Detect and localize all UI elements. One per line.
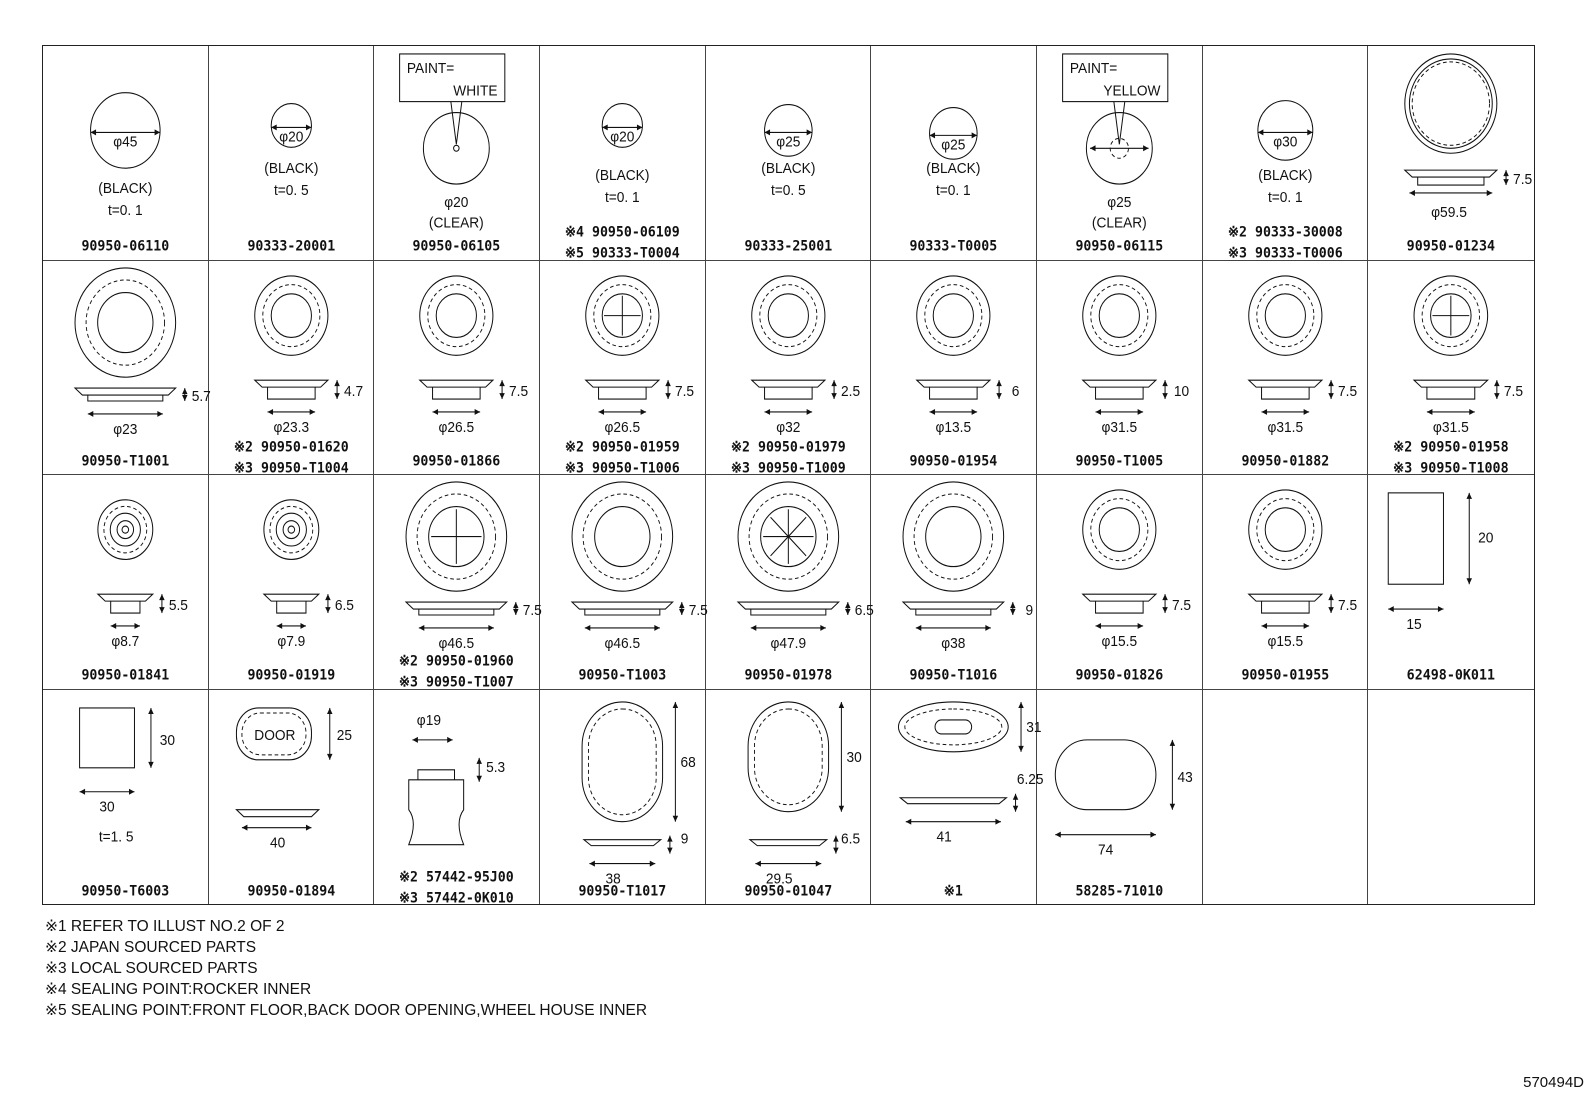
part-cell: [871, 261, 1037, 476]
height-dimension: 6.5: [854, 602, 874, 620]
outline: [572, 482, 673, 591]
body-profile: [433, 387, 481, 399]
body-profile: [1261, 601, 1309, 613]
body-profile: [1418, 177, 1484, 185]
part-drawing: [1203, 46, 1368, 260]
outline: [1405, 54, 1497, 153]
part-cell: [1368, 261, 1534, 476]
height-dimension: 10: [1173, 383, 1190, 400]
height-dimension: 6: [1012, 383, 1020, 400]
height-dimension: 25: [336, 726, 352, 744]
flange-profile: [901, 797, 1007, 803]
height-dimension: 6.5: [840, 830, 860, 848]
outline: [751, 275, 824, 354]
outline: [454, 145, 459, 151]
part-number: 90950-T1005: [1075, 452, 1164, 470]
width-dimension: 29.5: [765, 870, 793, 888]
part-number: ※2 90950-01958: [1393, 438, 1509, 456]
part-cell: [43, 46, 209, 261]
part-cell: [1037, 46, 1203, 261]
diameter-dimension: φ46.5: [604, 635, 641, 652]
part-number: ※2 90950-01959: [564, 438, 680, 456]
height-dimension: 68: [680, 753, 696, 771]
outline: [276, 513, 306, 546]
diameter-dimension: φ20: [278, 128, 304, 146]
footnote-2: ※2 JAPAN SOURCED PARTS: [45, 939, 257, 956]
body-profile: [585, 609, 660, 615]
outline: [1083, 490, 1156, 569]
diameter-dimension: φ32: [775, 418, 801, 436]
part-drawing: [43, 690, 208, 905]
body-profile: [930, 387, 978, 399]
part-drawing: [1368, 690, 1534, 905]
height-dimension: 7.5: [1171, 597, 1192, 615]
body-profile: [1261, 387, 1309, 399]
part-cell: [706, 690, 872, 905]
color-text: (BLACK): [263, 160, 319, 178]
height-dimension: 43: [1177, 768, 1193, 786]
oval-hole: [935, 719, 972, 733]
outline: [1413, 62, 1490, 145]
part-number: ※5 90333-T0004: [564, 245, 680, 262]
part-number: ※3 90950-T1009: [730, 459, 846, 477]
body-profile: [1096, 387, 1144, 399]
footnote-5: ※5 SEALING POINT:FRONT FLOOR,BACK DOOR OPENING,WHEEL HOUSE INNER: [45, 1002, 648, 1019]
diameter-dimension: φ31.5: [1267, 418, 1303, 436]
part-drawing: [1037, 475, 1202, 689]
part-cell: [209, 261, 375, 476]
part-cell: [871, 46, 1037, 261]
flange-profile: [738, 602, 839, 609]
diameter-dimension: φ45: [113, 133, 138, 151]
part-drawing: [1368, 261, 1534, 475]
part-cell: [1203, 690, 1369, 905]
dimension-line: [788, 517, 806, 536]
flange-profile: [584, 839, 661, 845]
part-number: 90950-T1001: [81, 452, 170, 470]
flange-profile: [75, 388, 176, 395]
flange-profile: [586, 380, 659, 387]
outline: [1265, 293, 1305, 337]
outline: [1258, 101, 1313, 161]
body-profile: [1096, 601, 1144, 613]
diameter-dimension: φ15.5: [1267, 633, 1303, 650]
part-number: 90950-01841: [81, 667, 170, 684]
part-number: 90333-20001: [247, 238, 335, 255]
outline: [283, 521, 299, 539]
part-cell: [540, 690, 706, 905]
height-dimension: 9: [1025, 602, 1034, 620]
part-cell: [540, 46, 706, 261]
outline: [122, 526, 129, 533]
outline: [264, 500, 319, 560]
part-drawing: [374, 475, 543, 691]
flange-profile: [264, 594, 319, 601]
part-number: 90950-06110: [81, 238, 170, 255]
part-cell: [209, 690, 375, 905]
part-cell: [871, 475, 1037, 690]
oval-inner: [905, 708, 1002, 744]
outline: [934, 293, 974, 337]
thickness-text: t=1. 5: [98, 828, 134, 846]
part-cell: [209, 46, 375, 261]
door-text: DOOR: [253, 726, 296, 744]
part-cell: [1037, 475, 1203, 690]
height-dimension: 9: [680, 830, 689, 848]
dimension-line: [770, 537, 788, 556]
diameter-dimension: φ59.5: [1431, 204, 1468, 221]
part-number: 90950-T1003: [578, 667, 667, 684]
part-number: 90950-01978: [744, 667, 832, 684]
height-dimension: 30: [846, 748, 862, 766]
flange-profile: [1083, 594, 1156, 601]
leader-line: [451, 102, 462, 145]
part-number: ※3 57442-0K010: [399, 889, 515, 907]
body-profile: [419, 609, 494, 615]
height-dimension: 6.5: [334, 597, 354, 615]
part-cell: [1368, 46, 1534, 261]
diameter-dimension: φ46.5: [438, 635, 475, 652]
height-dimension: 2.5: [840, 383, 860, 400]
part-cell: [1368, 690, 1534, 905]
diameter-dimension: φ25: [941, 136, 966, 154]
part-cell: [1037, 690, 1203, 905]
outline: [271, 293, 311, 337]
diameter-dimension: φ19: [417, 711, 442, 729]
part-drawing: [540, 475, 708, 689]
outline: [437, 293, 477, 337]
diameter-dimension: φ26.5: [604, 418, 641, 436]
flange-profile: [751, 380, 824, 387]
part-number: 90950-T1017: [578, 882, 667, 900]
flange-profile: [1414, 380, 1488, 387]
thickness-text: t=0. 5: [273, 182, 309, 200]
flange-profile: [254, 380, 327, 387]
outline: [91, 93, 161, 168]
body-profile: [764, 387, 812, 399]
thickness-text: t=0. 1: [604, 189, 640, 207]
diameter-dimension: φ31.5: [1433, 418, 1470, 436]
part-cell: [374, 690, 540, 905]
rectangle-outline: [1389, 493, 1444, 584]
part-number: 90950-06115: [1075, 238, 1164, 255]
leader-line: [1114, 102, 1125, 145]
height-dimension: 7.5: [523, 602, 543, 620]
parts-grid: [42, 45, 1535, 905]
diameter-dimension: φ13.5: [935, 418, 972, 436]
outline: [1248, 490, 1321, 569]
width-dimension: 40: [269, 834, 285, 852]
part-drawing: [706, 46, 871, 260]
part-drawing: [1203, 261, 1368, 475]
outline: [595, 507, 650, 567]
part-drawing: [706, 475, 874, 689]
part-drawing: [871, 261, 1036, 475]
part-cell: [374, 261, 540, 476]
diameter-dimension: φ23.3: [273, 418, 309, 436]
part-number: ※2 90950-01979: [730, 438, 846, 456]
flange-profile: [1083, 380, 1156, 387]
oval-outline: [748, 701, 829, 811]
flange-profile: [903, 602, 1004, 609]
outline: [98, 500, 153, 560]
height-dimension: 30: [159, 731, 176, 749]
part-number: 90950-01955: [1241, 667, 1329, 684]
diameter-dimension: φ15.5: [1101, 633, 1138, 650]
thickness-text: t=0. 1: [1267, 189, 1303, 207]
thickness-text: t=0. 1: [936, 182, 972, 200]
part-number: 90950-01882: [1241, 452, 1329, 470]
footnote-4: ※4 SEALING POINT:ROCKER INNER: [45, 981, 312, 998]
outline: [420, 275, 493, 354]
height-dimension: 7.5: [674, 383, 695, 400]
outline: [917, 275, 990, 354]
height-dimension: 5.5: [168, 597, 188, 615]
width-dimension: 41: [936, 828, 953, 846]
part-drawing: [1037, 46, 1202, 260]
diameter-dimension: φ8.7: [111, 633, 140, 650]
color-text: (BLACK): [98, 180, 153, 198]
part-cell: [871, 690, 1044, 905]
diameter-dimension: φ38: [941, 635, 966, 652]
dimension-line: [770, 517, 788, 536]
footnote-3: ※3 LOCAL SOURCED PARTS: [45, 960, 258, 977]
part-number: 90950-01919: [247, 667, 335, 684]
diameter-dimension: φ20: [444, 194, 469, 212]
part-drawing: [1368, 46, 1534, 260]
diameter-dimension: φ7.9: [277, 633, 305, 650]
part-number: 90950-06105: [412, 238, 501, 255]
part-number: 90950-01954: [909, 452, 998, 470]
diameter-dimension: φ30: [1272, 133, 1298, 151]
flange-profile: [420, 380, 493, 387]
oval-inner: [754, 708, 822, 804]
part-cell: [1203, 261, 1369, 476]
flange-profile: [236, 809, 318, 816]
part-drawing: [540, 690, 705, 905]
part-cell: [706, 261, 872, 476]
thickness-text: t=0. 1: [107, 202, 143, 219]
part-cell: [43, 261, 209, 476]
part-drawing: [1203, 690, 1368, 905]
height-dimension: 7.5: [509, 383, 529, 400]
outline: [1410, 59, 1493, 148]
part-number: 90950-T1016: [909, 667, 998, 684]
part-number: 62498-0K011: [1406, 667, 1496, 684]
part-drawing: [706, 261, 871, 475]
part-drawing: [209, 475, 374, 689]
outline: [768, 293, 808, 337]
part-cell: [1037, 261, 1203, 476]
part-drawing: [540, 261, 705, 475]
part-number: ※1: [944, 882, 964, 900]
oval-inner: [588, 708, 656, 814]
callout-text: WHITE: [453, 83, 498, 100]
color-text: (CLEAR): [429, 215, 485, 232]
part-drawing: [209, 46, 374, 260]
callout-text: PAINT=: [407, 60, 455, 77]
outline: [1099, 293, 1139, 337]
outline: [1265, 508, 1305, 552]
width-dimension: 30: [99, 798, 115, 816]
footnote-1: ※1 REFER TO ILLUST NO.2 OF 2: [45, 918, 285, 935]
color-text: (BLACK): [926, 160, 981, 178]
width-dimension: 38: [605, 870, 621, 888]
body-profile: [916, 609, 991, 615]
part-number: 90950-01826: [1075, 667, 1164, 684]
flange-profile: [1248, 594, 1321, 601]
color-text: (BLACK): [760, 160, 816, 178]
height-dimension: 6.25: [1017, 770, 1044, 788]
outline: [926, 507, 981, 567]
part-cell: [706, 46, 872, 261]
diameter-dimension: φ20: [610, 128, 635, 146]
part-drawing: [1037, 690, 1202, 905]
part-drawing: [1368, 475, 1534, 689]
part-drawing: [374, 690, 539, 905]
part-cell: [43, 475, 209, 690]
part-cell: [706, 475, 872, 690]
outline: [1099, 508, 1139, 552]
color-text: (CLEAR): [1091, 215, 1147, 232]
body-profile: [750, 609, 825, 615]
part-drawing: [374, 46, 539, 260]
part-cell: [540, 261, 706, 476]
outline: [1248, 275, 1321, 354]
part-drawing: [871, 46, 1036, 260]
drawing-code: 570494D: [1523, 1074, 1584, 1091]
flange-profile: [1405, 170, 1497, 177]
height-dimension: 7.5: [1337, 597, 1357, 615]
part-number: ※2 90333-30008: [1227, 224, 1343, 241]
part-number: ※2 90950-01960: [399, 653, 515, 670]
part-number: ※3 90950-T1004: [233, 459, 349, 477]
outline: [288, 526, 295, 533]
body-profile: [276, 601, 305, 613]
flange-profile: [1248, 380, 1321, 387]
outline: [75, 267, 176, 376]
part-number: ※3 90950-T1006: [564, 459, 680, 477]
part-drawing: [871, 690, 1044, 905]
flange-profile: [98, 594, 153, 601]
outline: [117, 521, 133, 539]
part-number: 90333-T0005: [909, 238, 998, 255]
outline: [110, 513, 140, 546]
body-profile: [267, 387, 315, 399]
body-profile: [111, 601, 140, 613]
part-number: 90333-25001: [744, 238, 832, 255]
flange-profile: [750, 839, 827, 845]
part-drawing: [43, 46, 208, 260]
part-drawing: [209, 261, 374, 475]
height-dimension: 7.5: [1504, 383, 1524, 400]
part-number: 90950-01047: [744, 882, 832, 900]
part-drawing: [43, 261, 211, 475]
color-text: (BLACK): [1257, 167, 1313, 185]
oval-outline: [582, 701, 662, 821]
part-number: 90950-01234: [1406, 238, 1496, 255]
part-drawing: [374, 261, 539, 475]
part-cell: [209, 475, 375, 690]
part-drawing: [871, 475, 1036, 689]
part-number: 90950-01894: [247, 882, 335, 900]
part-number: 58285-71010: [1075, 882, 1164, 900]
body-profile: [1427, 387, 1475, 399]
height-dimension: 31: [1026, 718, 1042, 736]
diameter-dimension: φ25: [1107, 194, 1132, 212]
height-dimension: 20: [1478, 530, 1494, 547]
diameter-dimension: φ47.9: [770, 635, 806, 652]
diameter-dimension: φ31.5: [1101, 418, 1138, 436]
height-dimension: 5.7: [191, 388, 211, 405]
outline: [903, 482, 1004, 591]
part-number: ※3 90950-T1007: [399, 674, 515, 691]
width-dimension: 74: [1097, 841, 1114, 859]
part-drawing: [209, 690, 374, 905]
part-cell: [43, 690, 209, 905]
color-text: (BLACK): [595, 167, 650, 185]
part-number: 90950-T6003: [81, 882, 170, 900]
part-number: ※2 90950-01620: [233, 438, 349, 456]
part-drawing: [540, 46, 705, 260]
flange-profile: [572, 602, 673, 609]
part-drawing: [1203, 475, 1368, 689]
part-cell: [1368, 475, 1534, 690]
part-cell: [374, 475, 543, 691]
callout-text: YELLOW: [1103, 83, 1161, 100]
footnotes: [45, 916, 647, 1021]
part-number: ※3 90333-T0006: [1227, 245, 1343, 262]
height-dimension: 5.3: [486, 758, 506, 776]
oval-outline: [1055, 739, 1156, 809]
flange-profile: [406, 602, 507, 609]
height-dimension: 7.5: [1337, 383, 1357, 400]
body-profile: [599, 387, 647, 399]
body-profile: [88, 395, 163, 401]
diameter-dimension: φ23: [113, 420, 138, 438]
height-dimension: 7.5: [688, 602, 708, 620]
part-drawing: [43, 475, 208, 689]
part-number: ※3 90950-T1008: [1393, 459, 1509, 477]
width-dimension: 15: [1406, 616, 1423, 634]
diameter-dimension: φ26.5: [438, 418, 475, 436]
diameter-dimension: φ25: [775, 133, 801, 151]
outline: [98, 292, 153, 352]
flange-profile: [917, 380, 990, 387]
thickness-text: t=0. 5: [770, 182, 806, 200]
part-cell: [1203, 475, 1369, 690]
height-dimension: 4.7: [343, 383, 363, 400]
callout-text: PAINT=: [1069, 60, 1118, 77]
part-number: ※4 90950-06109: [564, 224, 680, 241]
part-cell: [1203, 46, 1369, 261]
outline: [1083, 275, 1156, 354]
part-number: ※2 57442-95J00: [399, 868, 515, 886]
height-dimension: 7.5: [1513, 171, 1533, 189]
part-drawing: [1037, 261, 1202, 475]
square-outline: [80, 707, 135, 767]
part-drawing: [706, 690, 871, 905]
cap-profile: [409, 769, 464, 844]
dimension-line: [788, 537, 806, 556]
part-number: 90950-01866: [412, 452, 501, 470]
outline: [254, 275, 327, 354]
part-cell: [540, 475, 706, 690]
part-cell: [374, 46, 540, 261]
